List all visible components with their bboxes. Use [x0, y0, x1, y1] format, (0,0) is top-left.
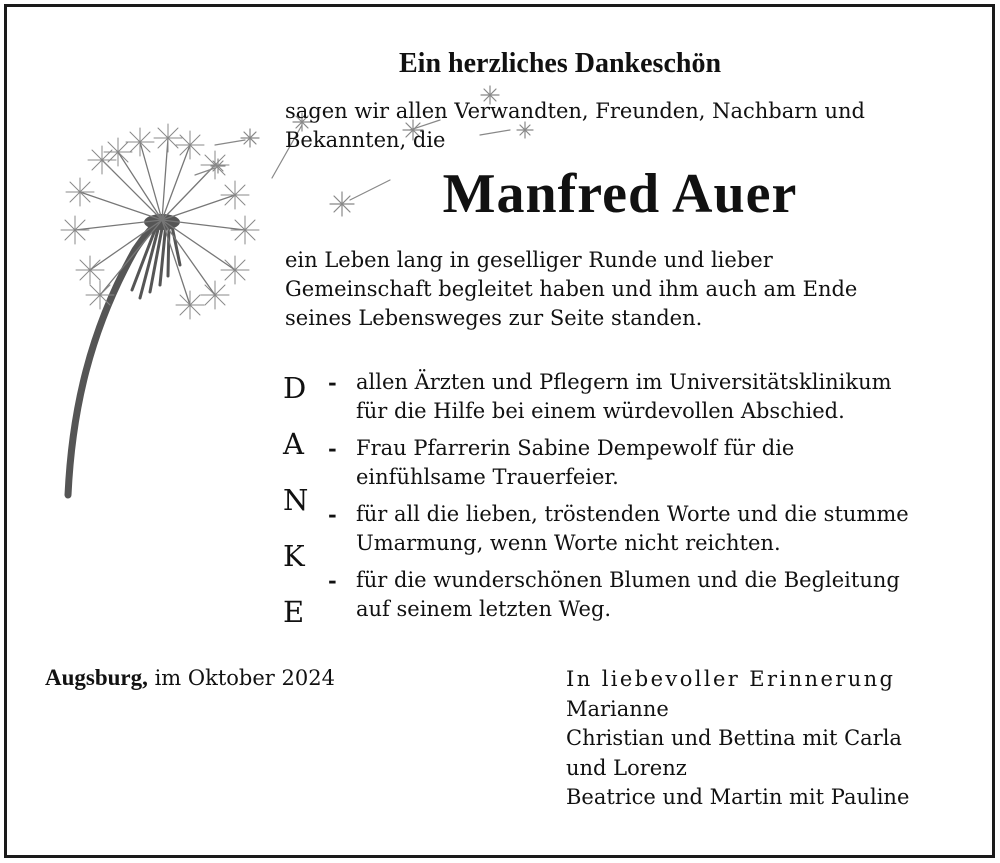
signoff	[566, 665, 986, 813]
intro-text	[285, 97, 935, 155]
list-item	[328, 566, 968, 624]
intro-line: sagen wir allen Verwandten, Freunden, Nachbarn und	[285, 99, 865, 123]
item-line: für die wunderschönen Blumen und die Begleitung	[356, 568, 900, 592]
thanks-list	[328, 368, 968, 632]
item-line: allen Ärzten und Pflegern im Universitätsklinikum	[356, 370, 892, 394]
item-line: Frau Pfarrerin Sabine Dempewolf für die	[356, 436, 795, 460]
dash: -	[328, 568, 337, 593]
signoff-line: Beatrice und Martin mit Pauline	[566, 785, 910, 809]
danke-acrostic	[283, 368, 313, 648]
place-name: Augsburg,	[45, 665, 148, 690]
item-line: einfühlsame Trauerfeier.	[356, 465, 619, 489]
danke-letter: A	[283, 427, 304, 461]
dash: -	[328, 502, 337, 527]
signoff-line: Christian und Bettina mit Carla	[566, 726, 902, 750]
dash: -	[328, 370, 337, 395]
intro-line: Bekannten, die	[285, 128, 446, 152]
list-item	[328, 500, 968, 558]
body-line: seines Lebensweges zur Seite standen.	[285, 306, 703, 330]
item-line: für die Hilfe bei einem würdevollen Abschied.	[356, 399, 845, 423]
danke-letter: N	[283, 483, 309, 517]
dash: -	[328, 436, 337, 461]
body-text	[285, 246, 935, 333]
body-line: Gemeinschaft begleitet haben und ihm auch am Ende	[285, 277, 858, 301]
deceased-name: Manfred Auer	[442, 163, 798, 225]
item-line: für all die lieben, tröstenden Worte und die stumme	[356, 502, 909, 526]
danke-letter: D	[283, 371, 307, 405]
list-item	[328, 434, 968, 492]
signoff-line: In liebevoller Erinnerung	[566, 667, 896, 691]
item-line: Umarmung, wenn Worte nicht reichten.	[356, 531, 781, 555]
signoff-line: und Lorenz	[566, 755, 687, 780]
notice-heading: Ein herzliches Dankeschön	[398, 48, 722, 79]
date-text: im Oktober 2024	[154, 666, 335, 690]
signoff-line: Marianne	[566, 696, 669, 721]
list-item	[328, 368, 968, 426]
danke-letter: E	[283, 595, 305, 629]
body-line: ein Leben lang in geselliger Runde und lieber	[285, 248, 773, 272]
danke-letter: K	[283, 539, 305, 573]
item-line: auf seinem letzten Weg.	[356, 597, 612, 621]
place-date	[45, 665, 335, 691]
